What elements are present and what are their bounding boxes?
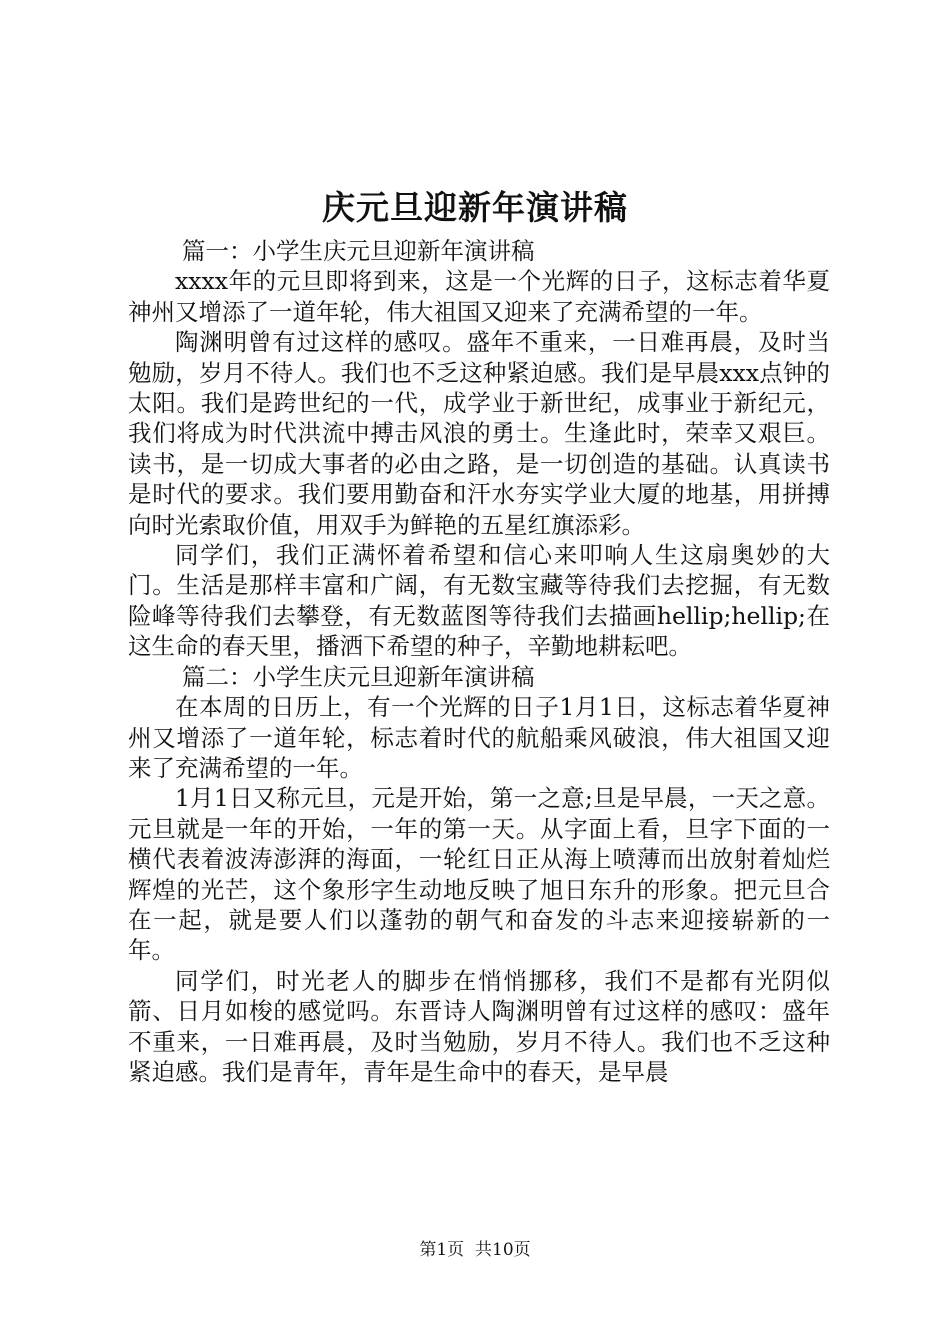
body-paragraph: xxxx年的元旦即将到来，这是一个光辉的日子，这标志着华夏神州又增添了一道年轮，伟大祖国又迎来了充满希望的一年。 (128, 267, 830, 326)
body-paragraph: 在本周的日历上，有一个光辉的日子1月1日，这标志着华夏神州又增添了一道年轮，标志着时代的航船乘风破浪，伟大祖国又迎来了充满希望的一年。 (128, 693, 830, 782)
page-number: 第1页 (419, 1240, 465, 1260)
page-total: 共10页 (475, 1240, 531, 1260)
section-heading: 篇一：小学生庆元旦迎新年演讲稿 (182, 237, 535, 265)
body-paragraph: 同学们，时光老人的脚步在悄悄挪移，我们不是都有光阴似箭、日月如梭的感觉吗。东晋诗人陶渊明曾有过这样的感叹：盛年不重来，一日难再晨，及时当勉励，岁月不待人。我们也不乏这种紧迫感。我们是青年，青年是生命中的春天，是早晨 (128, 966, 830, 1086)
body-paragraph: 同学们，我们正满怀着希望和信心来叩响人生这扇奥妙的大门。生活是那样丰富和广阔，有无数宝藏等待我们去挖掘，有无数险峰等待我们去攀登，有无数蓝图等待我们去描画hellip;hellip;在这生命的春天里，播洒下希望的种子，辛勤地耕耘吧。 (128, 541, 830, 661)
document-body (128, 236, 830, 1087)
page-footer (0, 1238, 950, 1262)
body-paragraph: 陶渊明曾有过这样的感叹。盛年不重来，一日难再晨，及时当勉励，岁月不待人。我们也不乏这种紧迫感。我们是早晨xxx点钟的太阳。我们是跨世纪的一代，成学业于新世纪，成事业于新纪元，我们将成为时代洪流中搏击风浪的勇士。生逢此时，荣幸又艰巨。读书，是一切成大事者的必由之路，是一切创造的基础。认真读书是时代的要求。我们要用勤奋和汗水夯实学业大厦的地基，用拼搏向时光索取价值，用双手为鲜艳的五星红旗添彩。 (128, 328, 830, 539)
section-heading: 篇二：小学生庆元旦迎新年演讲稿 (182, 662, 535, 691)
body-paragraph: 1月1日又称元旦，元是开始，第一之意;旦是早晨，一天之意。元旦就是一年的开始，一年的第一天。从字面上看，旦字下面的一横代表着波涛澎湃的海面，一轮红日正从海上喷薄而出放射着灿烂辉煌的光芒，这个象形字生动地反映了旭日东升的形象。把元旦合在一起，就是要人们以蓬勃的朝气和奋发的斗志来迎接崭新的一年。 (128, 784, 830, 965)
footer-separator (464, 1240, 475, 1260)
document-title: 庆元旦迎新年演讲稿 (322, 188, 628, 227)
